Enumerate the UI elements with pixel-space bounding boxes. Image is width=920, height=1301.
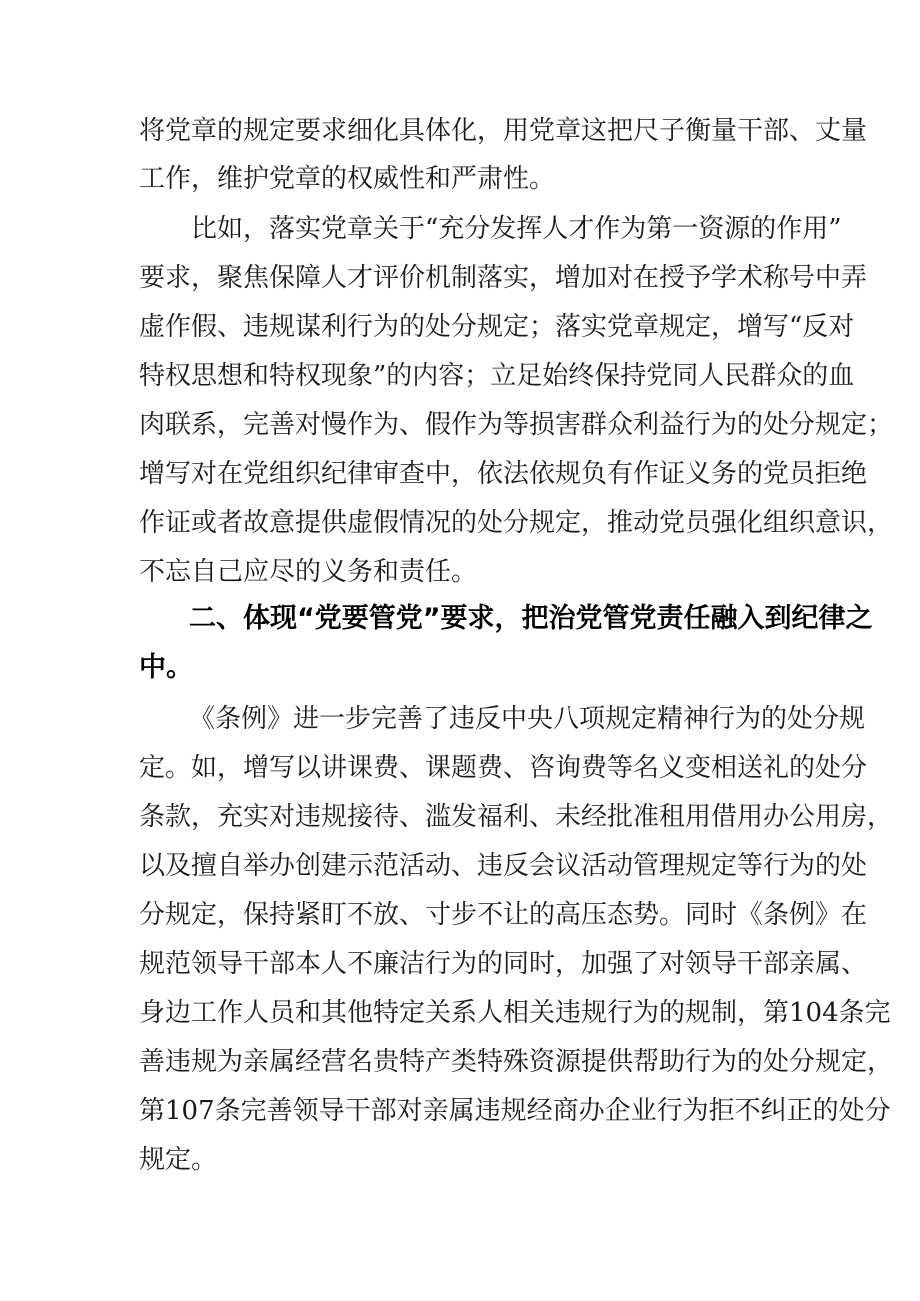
paragraph3-line-2: 定。如，增写以讲课费、课题费、咨询费等名义变相送礼的处分 bbox=[139, 753, 868, 783]
paragraph2-line-5: 肉联系，完善对慢作为、假作为等损害群众利益行为的处分规定； bbox=[139, 410, 894, 440]
paragraph1-line-1: 将党章的规定要求细化具体化，用党章这把尺子衡量干部、丈量 bbox=[139, 116, 868, 146]
paragraph2-line-4: 特权思想和特权现象”的内容；立足始终保持党同人民群众的血 bbox=[139, 361, 855, 391]
paragraph2-line-1: 比如，落实党章关于“充分发挥人才作为第一资源的作用” bbox=[191, 214, 842, 244]
paragraph2-line-6: 增写对在党组织纪律审查中，依法依规负有作证义务的党员拒绝 bbox=[139, 459, 868, 489]
paragraph2-line-2: 要求，聚焦保障人才评价机制落实，增加对在授予学术称号中弄 bbox=[139, 263, 868, 293]
paragraph3-line-8: 善违规为亲属经营名贵特产类特殊资源提供帮助行为的处分规定， bbox=[139, 1047, 894, 1077]
paragraph2-line-3: 虚作假、违规谋利行为的处分规定；落实党章规定，增写“反对 bbox=[139, 312, 855, 342]
section-heading-line-2: 中。 bbox=[139, 652, 193, 683]
section-heading-line-1: 二、体现“党要管党”要求，把治党管党责任融入到纪律之 bbox=[189, 603, 873, 634]
paragraph3-line-6: 规范领导干部本人不廉洁行为的同时，加强了对领导干部亲属、 bbox=[139, 949, 868, 979]
paragraph2-line-7: 作证或者故意提供虚假情况的处分规定，推动党员强化组织意识， bbox=[139, 508, 894, 538]
paragraph3-line-7: 身边工作人员和其他特定关系人相关违规行为的规制，第104条完 bbox=[139, 998, 891, 1028]
paragraph1-line-2: 工作，维护党章的权威性和严肃性。 bbox=[139, 164, 556, 194]
paragraph3-line-3: 条款，充实对违规接待、滥发福利、未经批准租用借用办公用房， bbox=[139, 802, 894, 832]
paragraph3-line-1: 《条例》进一步完善了违反中央八项规定精神行为的处分规 bbox=[189, 704, 866, 734]
paragraph3-line-4: 以及擅自举办创建示范活动、违反会议活动管理规定等行为的处 bbox=[139, 851, 868, 881]
paragraph3-line-5: 分规定，保持紧盯不放、寸步不让的高压态势。同时《条例》在 bbox=[139, 900, 868, 930]
paragraph3-line-9: 第107条完善领导干部对亲属违规经商办企业行为拒不纠正的处分 bbox=[139, 1096, 891, 1126]
paragraph2-line-8: 不忘自己应尽的义务和责任。 bbox=[139, 557, 478, 587]
paragraph3-line-10: 规定。 bbox=[139, 1145, 218, 1175]
